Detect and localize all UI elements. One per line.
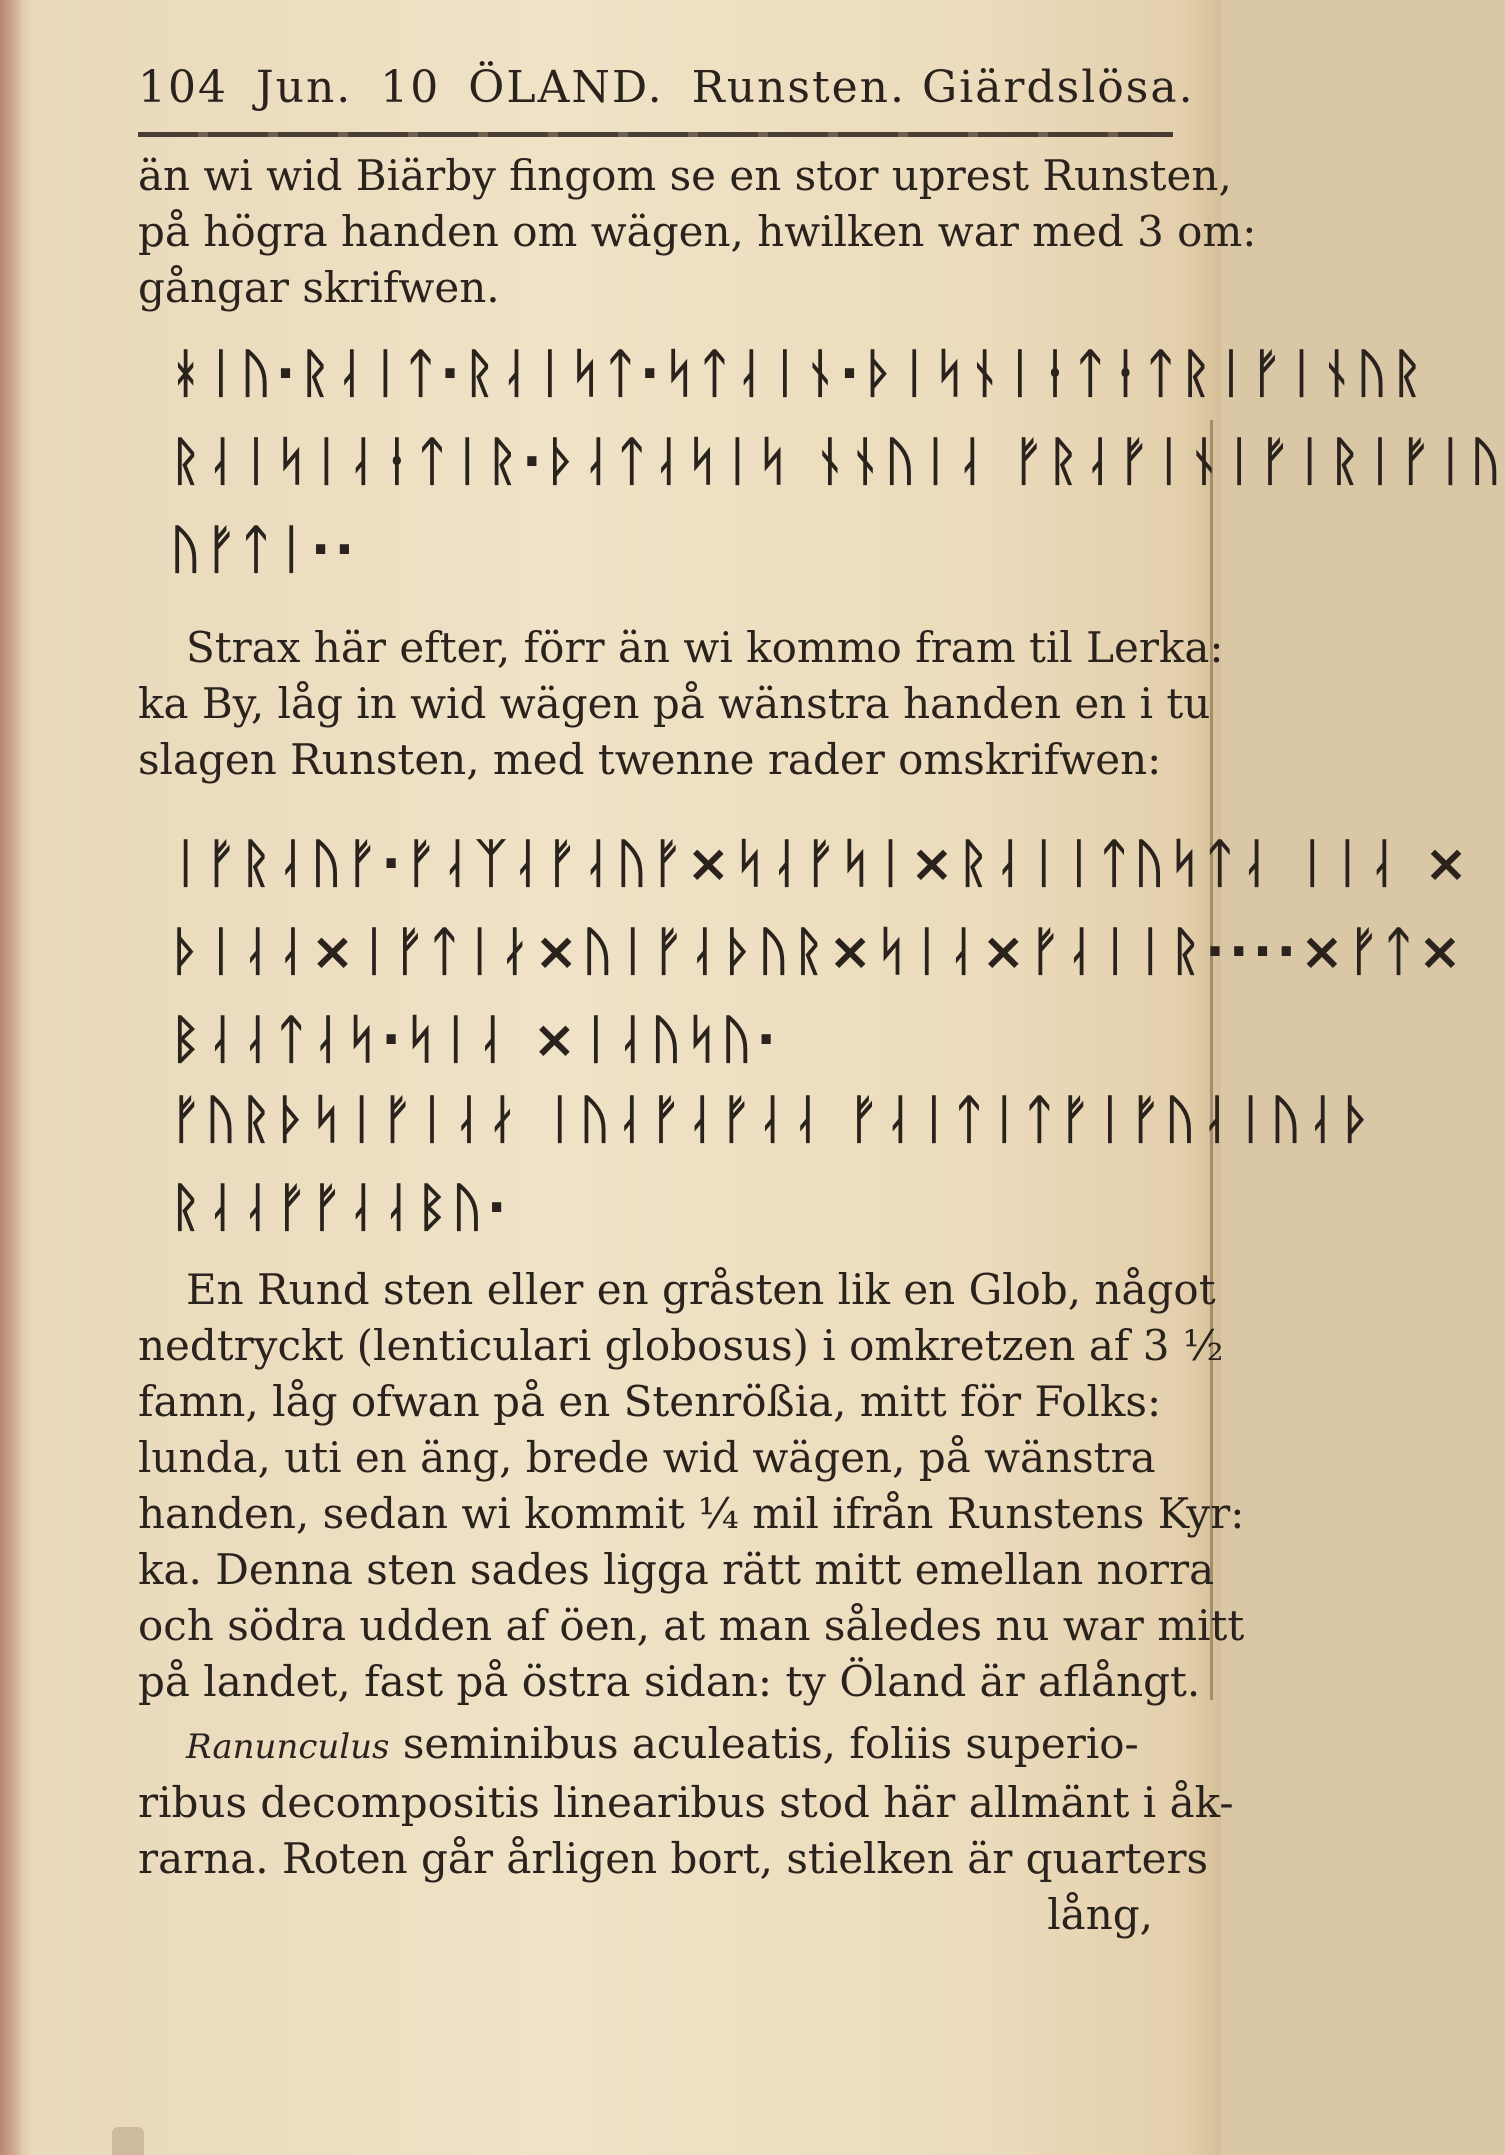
rune-line: ᚱᛆᛁᛋᛁᛆᛂᛏᛁᚱ·ᚦᛆᛏᛆᛋᛁᛋ ᚾᚾᚢᛁᛆ ᚠᚱᛆᚠᛁᚾᛁᚠᛁᚱᛁᚠᛁᚢ	[170, 432, 1505, 492]
paragraph-3	[138, 1262, 1245, 1710]
header-heading: Runsten. Giärdslösa.	[691, 62, 1195, 113]
text-line	[138, 1716, 1173, 1775]
header-day: 10	[380, 62, 441, 113]
text-line: gångar skrifwen.	[138, 263, 500, 312]
rune-line: ᛒᛆᛆᛏᛆᛋ·ᛋᛁᛆ ×ᛁᛆᚢᛋᚢ·	[170, 1010, 780, 1070]
rune-line: ᚱᛆᛆᚠᚠᛆᛆᛒᚢ·	[170, 1178, 511, 1238]
rune-line: ᚢᚠᛏᛁ··	[170, 520, 359, 580]
rune-inscription-1	[170, 330, 1505, 594]
rune-line: ᛁᚠᚱᛆᚢᚠ·ᚠᛆᛉᛆᚠᛆᚢᚠ×ᛋᛆᚠᛋᛁ×ᚱᛆᛁᛁᛏᚢᛋᛏᛆ ᛁᛁᛆ ×	[170, 834, 1472, 894]
rune-line: ᚼᛁᚢ·ᚱᛆᛁᛏ·ᚱᛆᛁᛋᛏ·ᛋᛏᛆᛁᚾ·ᚦᛁᛋᚾᛁᛂᛏᛂᛏᚱᛁᚠᛁᚾᚢᚱ	[170, 344, 1427, 404]
running-header	[138, 62, 1195, 132]
text-line: nedtryckt (lenticulari globosus) i omkretzen af 3 ½	[138, 1321, 1224, 1370]
paragraph-2	[138, 620, 1224, 788]
text-line: Strax här efter, förr än wi kommo fram til Lerka:	[186, 623, 1224, 672]
page-binding-edge	[0, 0, 22, 2155]
text-line: lunda, uti en äng, brede wid wägen, på wänstra	[138, 1433, 1156, 1482]
genus-name: Ranunculus	[186, 1727, 390, 1767]
paragraph-4	[138, 1716, 1234, 1943]
text-line: ka By, låg in wid wägen på wänstra handen en i tu	[138, 679, 1211, 728]
rune-inscription-2	[170, 820, 1472, 1084]
text-line: än wi wid Biärby fingom se en stor uprest Runsten,	[138, 151, 1232, 200]
page-number: 104	[138, 62, 228, 113]
header-month: Jun.	[255, 62, 353, 113]
text-line: på landet, fast på östra sidan: ty Öland är aflångt.	[138, 1657, 1201, 1706]
text-line: slagen Runsten, med twenne rader omskrifwen:	[138, 735, 1162, 784]
text-line: famn, låg ofwan på en Stenrößia, mitt för Folks:	[138, 1377, 1162, 1426]
text-line: och södra udden af öen, at man således nu war mitt	[138, 1601, 1245, 1650]
text-line: handen, sedan wi kommit ¼ mil ifrån Runstens Kyr:	[138, 1489, 1245, 1538]
catchword: lång,	[1047, 1890, 1153, 1939]
paper-stain	[112, 2127, 144, 2155]
text-fragment: seminibus aculeatis, foliis superio-	[402, 1719, 1139, 1768]
text-line: på högra handen om wägen, hwilken war med 3 om:	[138, 207, 1257, 256]
text-line: ka. Denna sten sades ligga rätt mitt emellan norra	[138, 1545, 1215, 1594]
header-place: ÖLAND.	[468, 62, 664, 113]
text-line: ribus decompositis linearibus stod här allmänt i åk-	[138, 1778, 1234, 1827]
paragraph-1	[138, 148, 1257, 316]
rune-line: ᚠᚢᚱᚦᛋᛁᚠᛁᛆᛅ ᛁᚢᛆᚠᛆᚠᛆᛆ ᚠᛆᛁᛏᛁᛏᚠᛁᚠᚢᛆᛁᚢᛆᚦ	[170, 1090, 1376, 1150]
rune-inscription-3	[170, 1076, 1376, 1252]
rune-line: ᚦᛁᛆᛆ×ᛁᚠᛏᛁᛅ×ᚢᛁᚠᛆᚦᚢᚱ×ᛋᛁᛆ×ᚠᛆᛁᛁᚱ····×ᚠᛏ×	[170, 922, 1466, 982]
header-rule	[138, 132, 1173, 137]
text-line: En Rund sten eller en gråsten lik en Glob, något	[186, 1265, 1216, 1314]
text-line: rarna. Roten går årligen bort, stielken är quarters	[138, 1834, 1209, 1883]
